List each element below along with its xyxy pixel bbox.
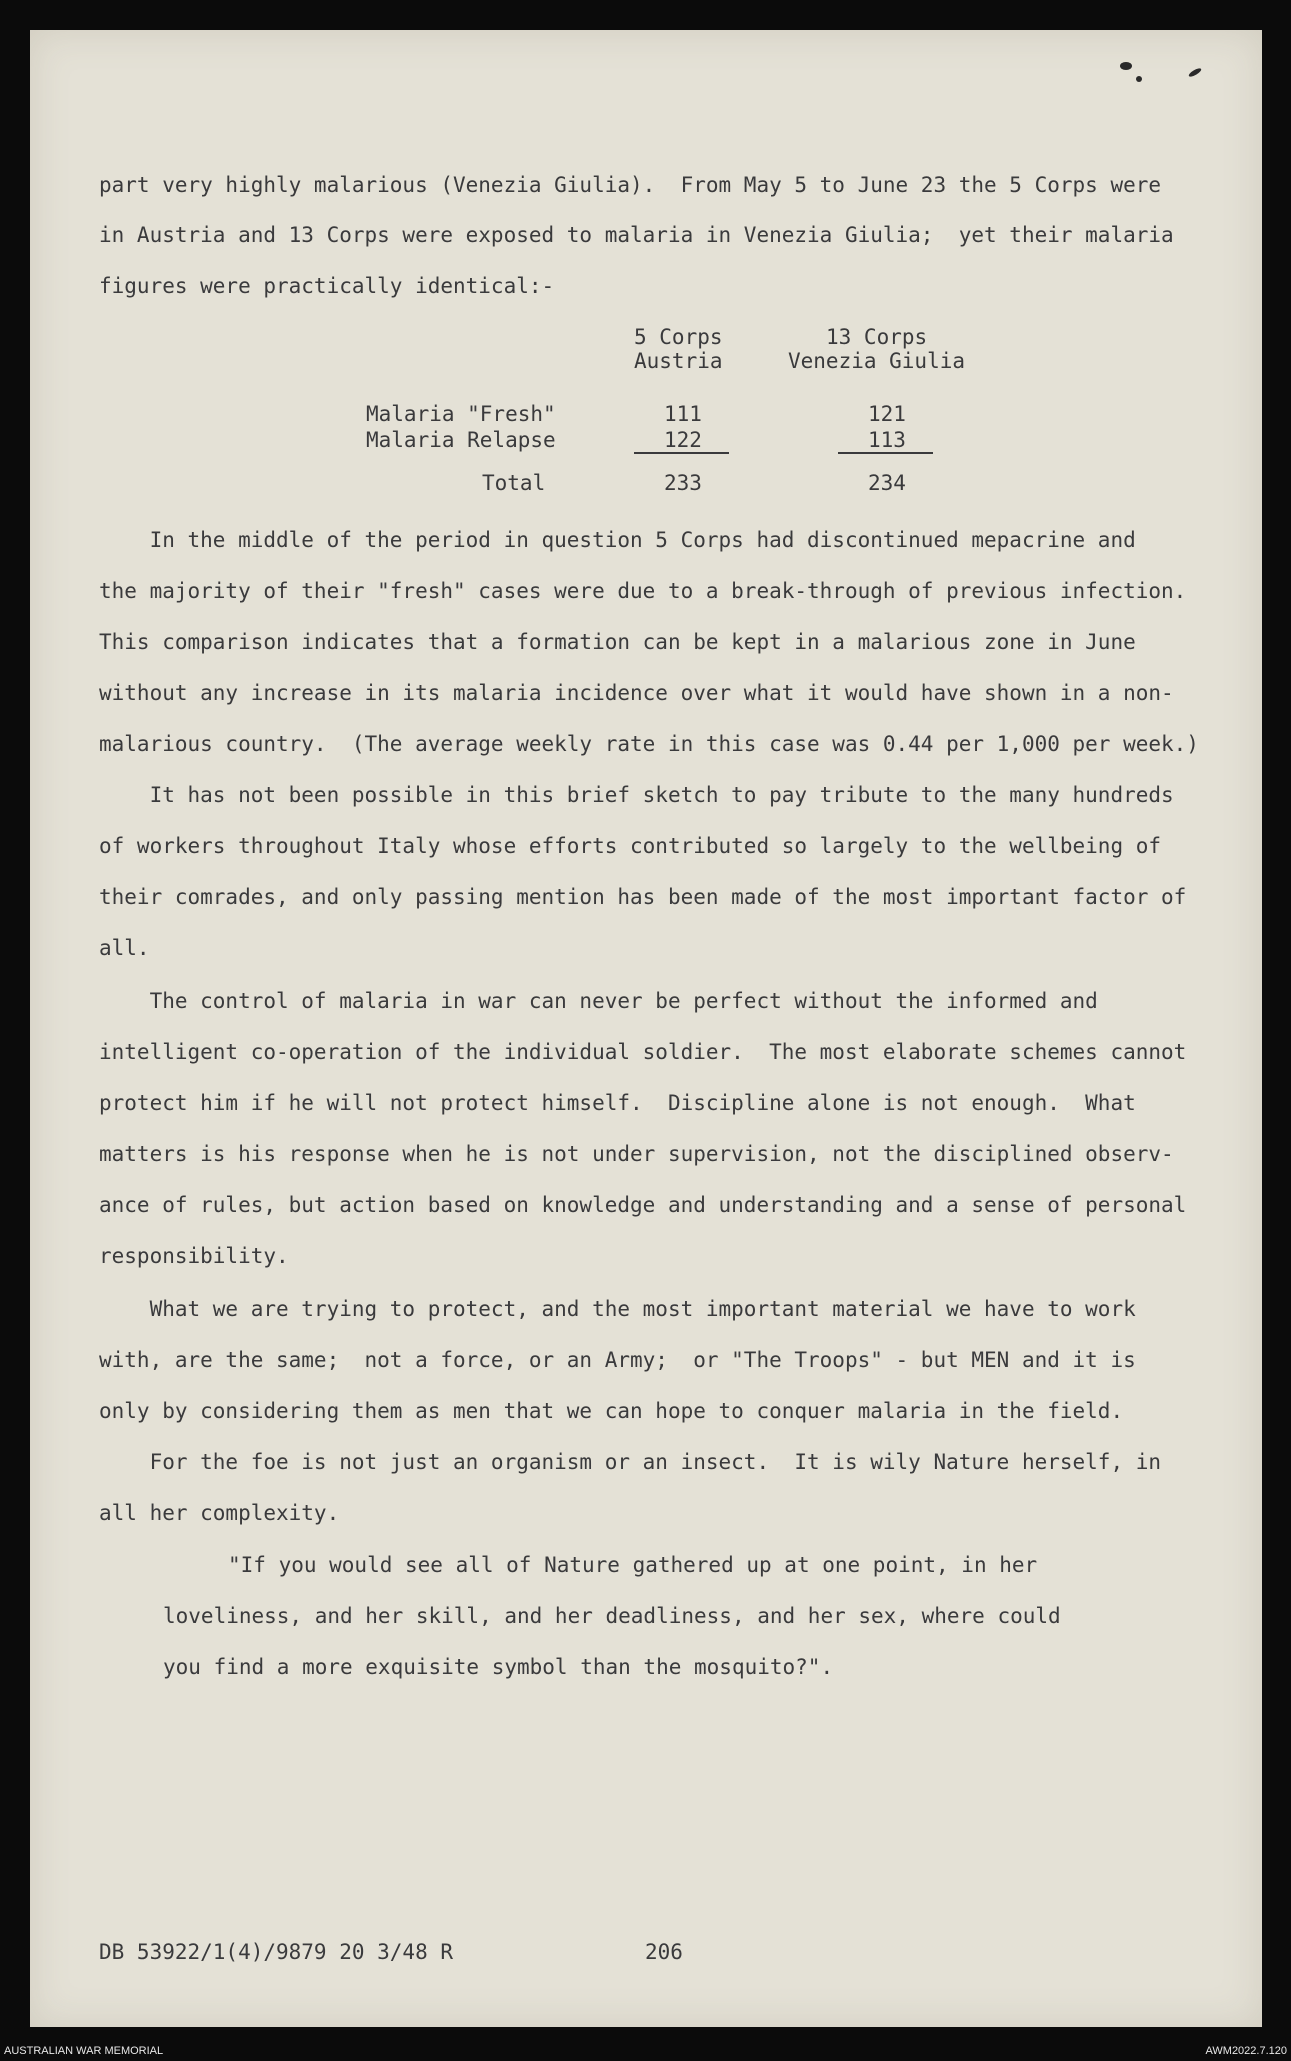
archive-reference: AWM2022.7.120	[1205, 2045, 1287, 2057]
text-line: In the middle of the period in question 5 Corps had discontinued mepacrine and	[99, 528, 1136, 552]
table-cell: 111	[664, 402, 702, 426]
table-total-label: Total	[482, 471, 546, 495]
sum-rule	[634, 452, 729, 454]
quote-line: you find a more exquisite symbol than the mosquito?".	[163, 1655, 834, 1679]
text-line: For the foe is not just an organism or an insect. It is wily Nature herself, in	[99, 1450, 1162, 1474]
table-col2-subheader: Venezia Giulia	[788, 349, 966, 373]
text-line: of workers throughout Italy whose efforts contributed so largely to the wellbeing of	[99, 834, 1162, 858]
table-col1-subheader: Austria	[634, 349, 723, 373]
text-line: intelligent co-operation of the individual soldier. The most elaborate schemes cannot	[99, 1040, 1187, 1064]
text-line: It has not been possible in this brief sketch to pay tribute to the many hundreds	[99, 783, 1174, 807]
page-number: 206	[645, 1940, 683, 1964]
paper-mark	[1136, 76, 1142, 82]
quote-line: loveliness, and her skill, and her deadliness, and her sex, where could	[163, 1604, 1061, 1628]
table-cell: 121	[868, 402, 906, 426]
text-line: all.	[99, 936, 150, 960]
text-line: part very highly malarious (Venezia Giulia). From May 5 to June 23 the 5 Corps were	[99, 173, 1162, 197]
text-line: in Austria and 13 Corps were exposed to malaria in Venezia Giulia; yet their malaria	[99, 223, 1174, 247]
paper-mark	[1120, 62, 1132, 70]
quote-line: "If you would see all of Nature gathered up at one point, in her	[228, 1553, 1038, 1577]
table-row-label: Malaria "Fresh"	[366, 402, 556, 426]
text-line: only by considering them as men that we can hope to conquer malaria in the field.	[99, 1399, 1124, 1423]
document-reference: DB 53922/1(4)/9879 20 3/48 R	[99, 1940, 454, 1964]
text-line: ance of rules, but action based on knowledge and understanding and a sense of personal	[99, 1193, 1187, 1217]
text-line: with, are the same; not a force, or an Army; or "The Troops" - but MEN and it is	[99, 1348, 1136, 1372]
table-col1-header: 5 Corps	[634, 325, 723, 349]
text-line: malarious country. (The average weekly rate in this case was 0.44 per 1,000 per week.)	[99, 732, 1199, 756]
table-cell: 113	[868, 428, 906, 452]
text-line: The control of malaria in war can never be perfect without the informed and	[99, 989, 1098, 1013]
table-row-label: Malaria Relapse	[366, 428, 556, 452]
text-line: matters is his response when he is not under supervision, not the disciplined observ-	[99, 1142, 1174, 1166]
text-line: the majority of their "fresh" cases were due to a break-through of previous infection.	[99, 579, 1187, 603]
text-line: protect him if he will not protect himself. Discipline alone is not enough. What	[99, 1091, 1136, 1115]
text-line: figures were practically identical:-	[99, 274, 555, 298]
table-cell: 122	[664, 428, 702, 452]
table-cell: 234	[868, 471, 906, 495]
archive-credit: AUSTRALIAN WAR MEMORIAL	[4, 2045, 164, 2057]
text-line: What we are trying to protect, and the most important material we have to work	[99, 1297, 1136, 1321]
text-line: all her complexity.	[99, 1501, 340, 1525]
sum-rule	[838, 452, 933, 454]
text-line: This comparison indicates that a formation can be kept in a malarious zone in June	[99, 630, 1136, 654]
text-line: responsibility.	[99, 1244, 289, 1268]
text-line: their comrades, and only passing mention has been made of the most important factor of	[99, 885, 1187, 909]
table-cell: 233	[664, 471, 702, 495]
text-line: without any increase in its malaria incidence over what it would have shown in a non-	[99, 681, 1174, 705]
table-col2-header: 13 Corps	[826, 325, 928, 349]
